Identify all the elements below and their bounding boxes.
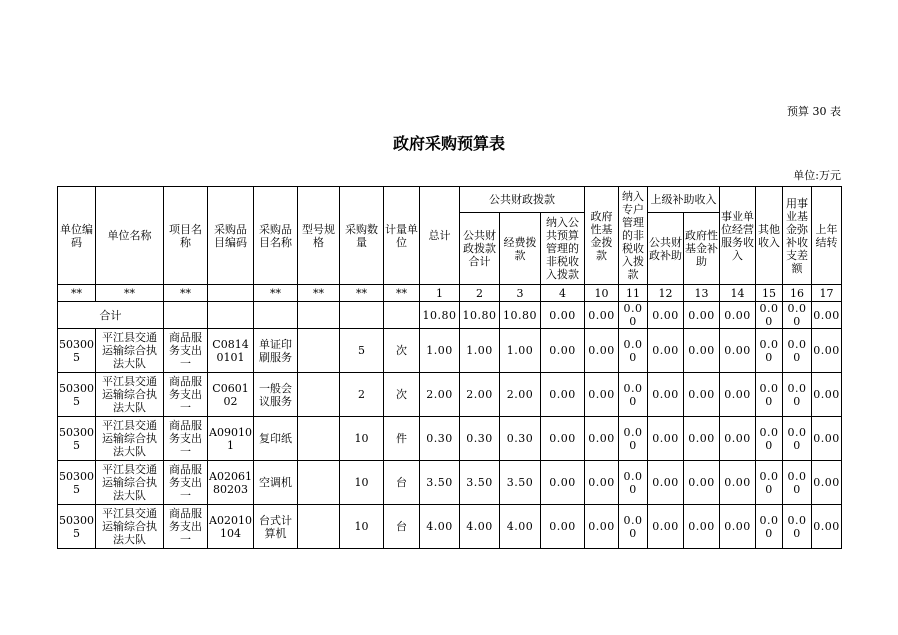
value-cell: 0.00 (684, 373, 720, 417)
value-cell: 0.00 (619, 417, 648, 461)
value-cell: 0.00 (720, 461, 756, 505)
total-row (58, 302, 842, 329)
value-cell: 0.00 (684, 417, 720, 461)
value-cell: 0.00 (541, 329, 585, 373)
unit-code-cell: 503005 (58, 329, 96, 373)
project-name-cell: 商品服务支出一 (164, 461, 208, 505)
page-label: 预算 30 表 (787, 105, 841, 118)
value-cell: 2.00 (420, 373, 460, 417)
value-cell: 0.00 (585, 505, 619, 549)
value-cell: 4.00 (420, 505, 460, 549)
header-non-tax-income: 纳入公共预算管理的非税收入拨款 (541, 213, 585, 285)
header-quantity: 采购数量 (340, 187, 384, 285)
project-name-cell: 商品服务支出一 (164, 417, 208, 461)
measure-unit-cell: 件 (384, 417, 420, 461)
column-number-cell: 13 (684, 285, 720, 302)
total-value-cell: 0.00 (812, 302, 842, 329)
column-number-cell: 16 (783, 285, 812, 302)
quantity-cell: 2 (340, 373, 384, 417)
total-value-cell: 0.00 (684, 302, 720, 329)
model-cell (298, 461, 340, 505)
value-cell: 3.50 (420, 461, 460, 505)
value-cell: 0.00 (812, 417, 842, 461)
unit-name-cell: 平江县交通运输综合执法大队 (96, 461, 164, 505)
header-operating-funds: 经费拨款 (500, 213, 541, 285)
column-number-cell: ** (298, 285, 340, 302)
value-cell: 0.30 (420, 417, 460, 461)
item-code-cell: C08140101 (208, 329, 254, 373)
measure-unit-cell: 台 (384, 505, 420, 549)
column-number-cell: 1 (420, 285, 460, 302)
value-cell: 0.00 (684, 329, 720, 373)
total-value-cell: 0.00 (585, 302, 619, 329)
header-item-code: 采购品目编码 (208, 187, 254, 285)
header-item-name: 采购品目名称 (254, 187, 298, 285)
measure-unit-cell: 台 (384, 461, 420, 505)
value-cell: 0.00 (648, 461, 684, 505)
unit-code-cell: 503005 (58, 461, 96, 505)
value-cell: 0.00 (756, 461, 783, 505)
table-row (58, 461, 842, 505)
header-measure-unit: 计量单位 (384, 187, 420, 285)
value-cell: 3.50 (500, 461, 541, 505)
column-number-cell: 4 (541, 285, 585, 302)
column-number-cell: 10 (585, 285, 619, 302)
item-name-cell: 单证印刷服务 (254, 329, 298, 373)
total-value-cell: 0.00 (619, 302, 648, 329)
value-cell: 0.00 (585, 329, 619, 373)
model-cell (298, 373, 340, 417)
column-number-cell: ** (340, 285, 384, 302)
table-row (58, 417, 842, 461)
item-name-cell: 复印纸 (254, 417, 298, 461)
value-cell: 0.00 (756, 373, 783, 417)
table-cell (208, 302, 254, 329)
unit-code-cell: 503005 (58, 505, 96, 549)
header-special-non-tax: 纳入专户管理的非税收入拨款 (619, 187, 648, 285)
value-cell: 0.00 (684, 461, 720, 505)
table-cell (254, 302, 298, 329)
column-number-cell: ** (96, 285, 164, 302)
column-number-row (58, 285, 842, 302)
header-other-income: 其他收入 (756, 187, 783, 285)
measure-unit-cell: 次 (384, 373, 420, 417)
item-name-cell: 空调机 (254, 461, 298, 505)
value-cell: 0.00 (541, 461, 585, 505)
value-cell: 0.00 (585, 461, 619, 505)
value-cell: 0.00 (541, 417, 585, 461)
value-cell: 0.00 (619, 461, 648, 505)
value-cell: 0.00 (720, 417, 756, 461)
project-name-cell: 商品服务支出一 (164, 329, 208, 373)
column-number-cell: ** (58, 285, 96, 302)
value-cell: 0.00 (720, 329, 756, 373)
unit-name-cell: 平江县交通运输综合执法大队 (96, 329, 164, 373)
total-value-cell: 0.00 (541, 302, 585, 329)
model-cell (298, 329, 340, 373)
quantity-cell: 10 (340, 505, 384, 549)
item-code-cell: A0206180203 (208, 461, 254, 505)
column-number-cell: ** (384, 285, 420, 302)
project-name-cell: 商品服务支出一 (164, 373, 208, 417)
value-cell: 0.00 (585, 373, 619, 417)
header-total: 总计 (420, 187, 460, 285)
column-number-cell: 15 (756, 285, 783, 302)
unit-label: 单位:万元 (793, 169, 841, 182)
value-cell: 0.00 (648, 505, 684, 549)
unit-name-cell: 平江县交通运输综合执法大队 (96, 373, 164, 417)
item-name-cell: 台式计算机 (254, 505, 298, 549)
value-cell: 0.00 (783, 461, 812, 505)
value-cell: 2.00 (460, 373, 500, 417)
item-code-cell: A090101 (208, 417, 254, 461)
column-number-cell: ** (254, 285, 298, 302)
header-business-income: 事业单位经营服务收入 (720, 187, 756, 285)
value-cell: 0.00 (783, 329, 812, 373)
value-cell: 0.00 (541, 505, 585, 549)
table-cell (298, 302, 340, 329)
header-unit-code: 单位编码 (58, 187, 96, 285)
value-cell: 0.00 (619, 373, 648, 417)
model-cell (298, 417, 340, 461)
header-gov-fund-subsidy: 政府性基金补助 (684, 213, 720, 285)
header-unit-name: 单位名称 (96, 187, 164, 285)
value-cell: 1.00 (420, 329, 460, 373)
quantity-cell: 10 (340, 461, 384, 505)
unit-name-cell: 平江县交通运输综合执法大队 (96, 505, 164, 549)
measure-unit-cell: 次 (384, 329, 420, 373)
table-row (58, 505, 842, 549)
value-cell: 0.00 (756, 329, 783, 373)
unit-code-cell: 503005 (58, 373, 96, 417)
value-cell: 0.00 (783, 417, 812, 461)
value-cell: 3.50 (460, 461, 500, 505)
value-cell: 4.00 (460, 505, 500, 549)
column-number-cell: 3 (500, 285, 541, 302)
value-cell: 0.00 (720, 505, 756, 549)
header-public-finance-group: 公共财政拨款 (460, 187, 585, 213)
value-cell: 0.00 (812, 461, 842, 505)
column-number-cell: ** (164, 285, 208, 302)
table-cell (164, 302, 208, 329)
value-cell: 0.00 (783, 373, 812, 417)
table-cell (340, 302, 384, 329)
procurement-table (57, 186, 842, 549)
value-cell: 0.30 (500, 417, 541, 461)
project-name-cell: 商品服务支出一 (164, 505, 208, 549)
value-cell: 0.00 (648, 373, 684, 417)
value-cell: 0.00 (812, 505, 842, 549)
value-cell: 0.00 (720, 373, 756, 417)
value-cell: 0.00 (619, 505, 648, 549)
header-business-fund: 用事业基金弥补收支差额 (783, 187, 812, 285)
table-row (58, 329, 842, 373)
column-number-cell: 2 (460, 285, 500, 302)
value-cell: 0.00 (684, 505, 720, 549)
value-cell: 1.00 (460, 329, 500, 373)
item-name-cell: 一般会议服务 (254, 373, 298, 417)
value-cell: 0.00 (648, 417, 684, 461)
value-cell: 1.00 (500, 329, 541, 373)
header-gov-fund: 政府性基金拨款 (585, 187, 619, 285)
column-number-cell: 12 (648, 285, 684, 302)
total-value-cell: 10.80 (500, 302, 541, 329)
quantity-cell: 5 (340, 329, 384, 373)
header-public-finance-subsidy: 公共财政补助 (648, 213, 684, 285)
value-cell: 4.00 (500, 505, 541, 549)
total-value-cell: 10.80 (420, 302, 460, 329)
total-value-cell: 0.00 (756, 302, 783, 329)
page-title: 政府采购预算表 (392, 134, 505, 153)
header-project-name: 项目名称 (164, 187, 208, 285)
item-code-cell: A02010104 (208, 505, 254, 549)
total-value-cell: 0.00 (720, 302, 756, 329)
total-value-cell: 10.80 (460, 302, 500, 329)
column-number-cell: 11 (619, 285, 648, 302)
value-cell: 0.30 (460, 417, 500, 461)
value-cell: 0.00 (541, 373, 585, 417)
column-number-cell: 17 (812, 285, 842, 302)
header-row-top (58, 187, 842, 213)
total-label: 合计 (58, 302, 164, 329)
column-number-cell (208, 285, 254, 302)
table-cell (384, 302, 420, 329)
value-cell: 0.00 (648, 329, 684, 373)
header-public-finance-total: 公共财政拨款合计 (460, 213, 500, 285)
header-superior-subsidy-group: 上级补助收入 (648, 187, 720, 213)
quantity-cell: 10 (340, 417, 384, 461)
value-cell: 0.00 (783, 505, 812, 549)
value-cell: 0.00 (585, 417, 619, 461)
total-value-cell: 0.00 (783, 302, 812, 329)
value-cell: 0.00 (812, 329, 842, 373)
table-row (58, 373, 842, 417)
value-cell: 0.00 (812, 373, 842, 417)
item-code-cell: C060102 (208, 373, 254, 417)
total-value-cell: 0.00 (648, 302, 684, 329)
value-cell: 0.00 (756, 417, 783, 461)
unit-code-cell: 503005 (58, 417, 96, 461)
header-carryover: 上年结转 (812, 187, 842, 285)
column-number-cell: 14 (720, 285, 756, 302)
value-cell: 0.00 (619, 329, 648, 373)
header-model: 型号规格 (298, 187, 340, 285)
value-cell: 0.00 (756, 505, 783, 549)
unit-name-cell: 平江县交通运输综合执法大队 (96, 417, 164, 461)
value-cell: 2.00 (500, 373, 541, 417)
model-cell (298, 505, 340, 549)
